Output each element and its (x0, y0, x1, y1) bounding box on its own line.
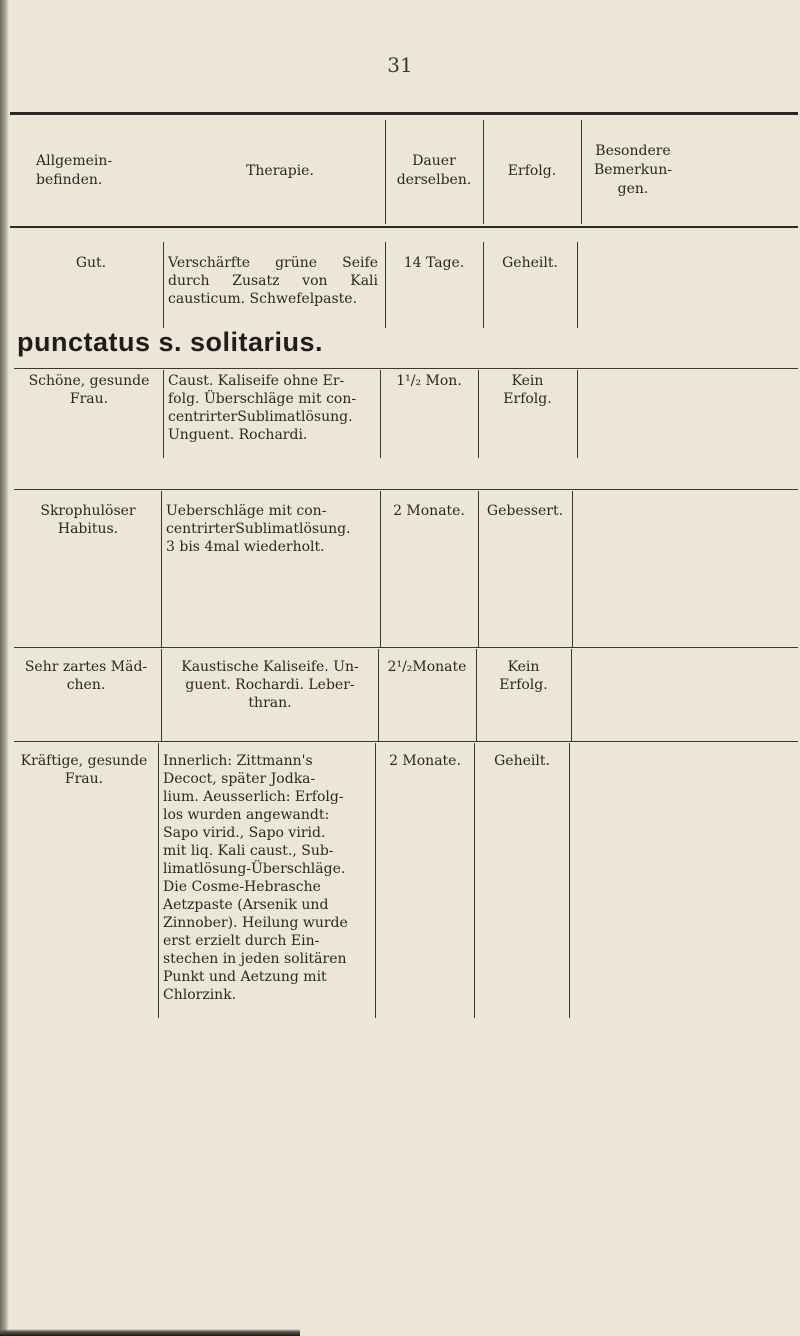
table-cell-allgemein: Kräftige, gesunde Frau. (20, 753, 148, 787)
page-number: 31 (387, 53, 413, 77)
table-cell-erfolg: Kein Erfolg. (499, 659, 548, 693)
row-rule (14, 647, 798, 648)
row-column-separator (158, 743, 159, 1018)
row-column-separator (572, 491, 573, 647)
row-rule (14, 741, 798, 742)
header-allgemeinbefinden: Allgemein- befinden. (36, 153, 113, 188)
row-column-separator (577, 370, 578, 458)
row-column-separator (163, 242, 164, 328)
table-cell-therapie: Innerlich: Zittmann's Decoct, später Jodka- lium. Aeusserlich: Erfolg- los wurden angewandt: Sapo virid., Sapo virid. mit liq. Kali caust., Sub- limatlösung-Überschläge. Die Cosme-Hebrasche Aetzpaste (Arsenik und Zinnober). Heilung wurde erst erzielt durch Ein- stechen in jeden solitären Punkt und Aetzung mit Chlorzink. (163, 753, 348, 1003)
row-column-separator (378, 649, 379, 741)
table-cell-allgemein: Schöne, gesunde Frau. (28, 373, 150, 407)
table-cell-therapie: Ueberschläge mit con- centrirterSublimatlösung. 3 bis 4mal wiederholt. (166, 503, 351, 555)
row-rule (14, 489, 798, 490)
header-column-separator (581, 120, 582, 224)
table-cell-therapie: Verschärfte grüne Seife durch Zusatz von Kali causticum. Schwefelpaste. (168, 255, 378, 307)
table-cell-erfolg: Geheilt. (502, 255, 558, 271)
table-top-rule (10, 112, 798, 115)
table-cell-therapie: Caust. Kaliseife ohne Er- folg. Überschläge mit con- centrirterSublimatlösung. Unguent. Rochardi. (168, 373, 357, 443)
table-cell-dauer: 1¹/₂ Mon. (396, 373, 462, 389)
row-column-separator (569, 743, 570, 1018)
table-cell-allgemein: Sehr zartes Mäd- chen. (24, 659, 148, 693)
row-column-separator (474, 743, 475, 1018)
row-column-separator (476, 649, 477, 741)
row-column-separator (380, 491, 381, 647)
row-column-separator (577, 242, 578, 328)
table-cell-dauer: 14 Tage. (403, 255, 465, 271)
header-erfolg: Erfolg. (507, 163, 557, 179)
table-cell-dauer: 2 Monate. (393, 503, 465, 519)
table-cell-allgemein: Gut. (75, 255, 107, 271)
page-bottom-shadow (0, 1329, 300, 1336)
row-column-separator (571, 649, 572, 741)
section-heading: punctatus s. solitarius. (17, 327, 324, 357)
page-left-edge (0, 0, 9, 1336)
row-column-separator (478, 370, 479, 458)
table-cell-erfolg: Kein Erfolg. (503, 373, 552, 407)
table-cell-erfolg: Geheilt. (494, 753, 550, 769)
header-bemerkungen: Besondere Bemerkun- gen. (593, 143, 673, 197)
header-dauer: Dauer derselben. (396, 153, 472, 188)
row-column-separator (483, 242, 484, 328)
table-cell-dauer: 2¹/₂Monate (387, 659, 467, 675)
row-column-separator (380, 370, 381, 458)
header-column-separator (385, 120, 386, 224)
row-rule (14, 368, 798, 369)
row-column-separator (478, 491, 479, 647)
row-column-separator (385, 242, 386, 328)
table-cell-therapie: Kaustische Kaliseife. Un- guent. Rochardi. Leber- thran. (181, 659, 359, 711)
row-column-separator (161, 649, 162, 741)
header-column-separator (483, 120, 484, 224)
header-therapie: Therapie. (246, 163, 314, 179)
row-column-separator (161, 491, 162, 647)
row-column-separator (375, 743, 376, 1018)
row-column-separator (163, 370, 164, 458)
table-cell-dauer: 2 Monate. (389, 753, 461, 769)
header-bottom-rule (10, 226, 798, 228)
table-cell-allgemein: Skrophulöser Habitus. (40, 503, 136, 537)
table-cell-erfolg: Gebessert. (486, 503, 564, 519)
